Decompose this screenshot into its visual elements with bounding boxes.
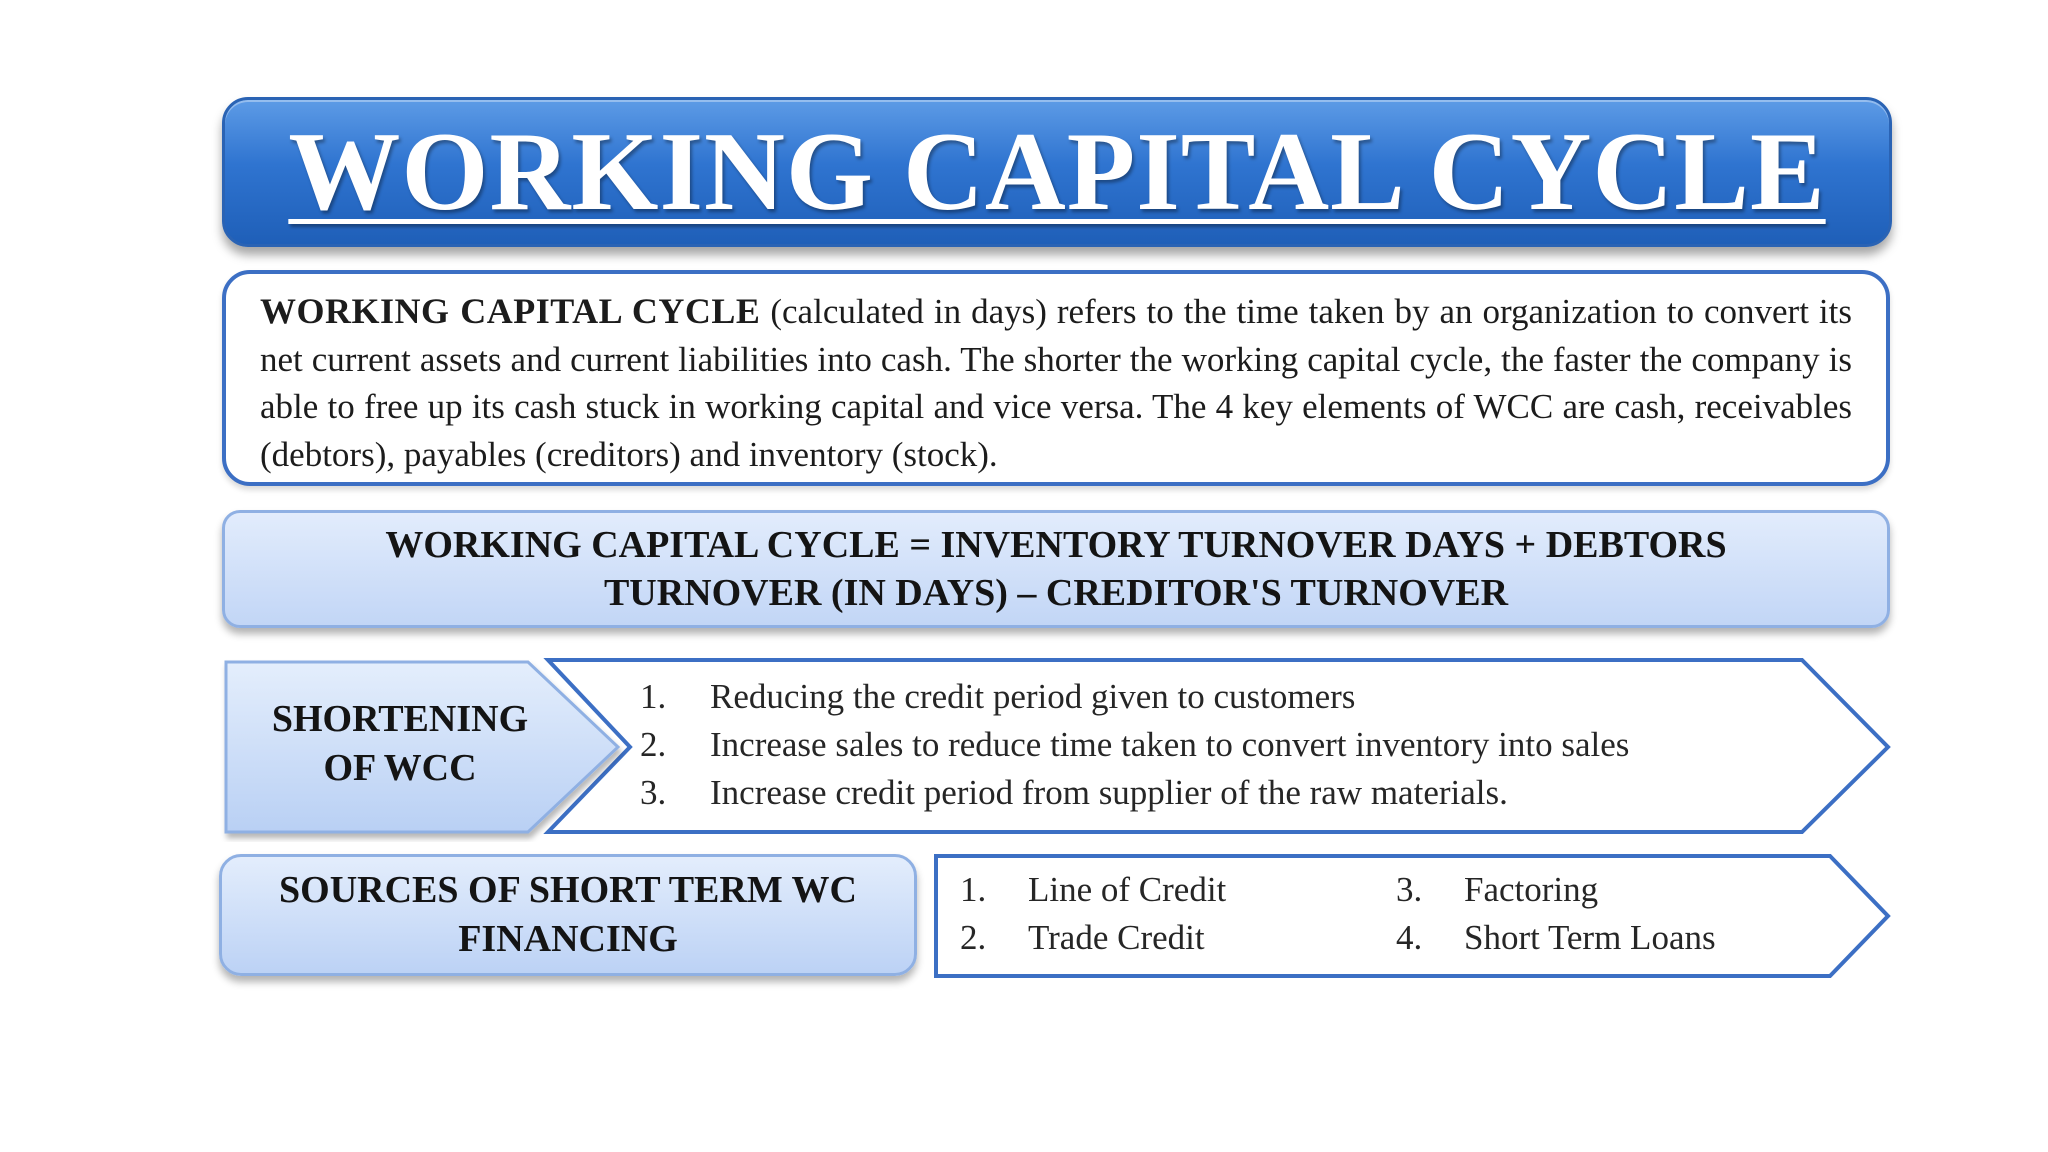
sources-list (960, 866, 1810, 966)
sources-label-line-1: SOURCES OF SHORT TERM WC (279, 869, 857, 911)
list-item-text: Factoring (1464, 870, 1599, 909)
list-item-number: 3. (640, 773, 667, 812)
definition-paragraph (260, 288, 1852, 478)
list-item (960, 866, 1226, 914)
sources-label-line-2: FINANCING (458, 918, 678, 960)
list-item (960, 914, 1205, 962)
sources-label (279, 866, 857, 964)
list-item-text: Trade Credit (1028, 918, 1205, 957)
list-item (640, 673, 1780, 721)
page-title: WORKING CAPITAL CYCLE (288, 110, 1826, 234)
list-item (640, 721, 1780, 769)
formula-line-2: TURNOVER (IN DAYS) – CREDITOR'S TURNOVER (603, 572, 1509, 614)
list-item (1396, 914, 1716, 962)
shortening-label (230, 662, 570, 826)
list-item-number: 1. (960, 870, 987, 909)
shortening-list (640, 673, 1780, 817)
shortening-label-line-2: OF WCC (323, 747, 477, 789)
formula-text (385, 521, 1726, 617)
definition-term: WORKING CAPITAL CYCLE (260, 291, 761, 331)
shortening-label-line-1: SHORTENING (271, 698, 529, 740)
definition-body: (calculated in days) refers to the time taken by an organization to convert its net current assets and current liabilities into cash. The shorter the working capital cycle, the faster the company is able to free up its cash stuck in working capital and vice versa. The 4 key elements of WCC are cash, receivables (debtors), payables (creditors) and inventory (stock). (260, 292, 1852, 474)
list-item-number: 1. (640, 677, 667, 716)
list-item-number: 3. (1396, 870, 1423, 909)
list-item (640, 769, 1780, 817)
definition-box (222, 270, 1890, 486)
title-banner (222, 97, 1892, 247)
list-item-text: Line of Credit (1028, 870, 1227, 909)
list-item (1396, 866, 1598, 914)
list-item-text: Increase sales to reduce time taken to convert inventory into sales (710, 725, 1630, 764)
list-item-text: Short Term Loans (1464, 918, 1716, 957)
list-item-number: 2. (640, 725, 667, 764)
list-item-text: Reducing the credit period given to customers (710, 677, 1356, 716)
list-item-number: 4. (1396, 918, 1423, 957)
sources-label-box (219, 854, 917, 976)
formula-line-1: WORKING CAPITAL CYCLE = INVENTORY TURNOVER DAYS + DEBTORS (385, 524, 1727, 566)
formula-box (222, 510, 1890, 628)
list-item-text: Increase credit period from supplier of the raw materials. (710, 773, 1508, 812)
list-item-number: 2. (960, 918, 987, 957)
